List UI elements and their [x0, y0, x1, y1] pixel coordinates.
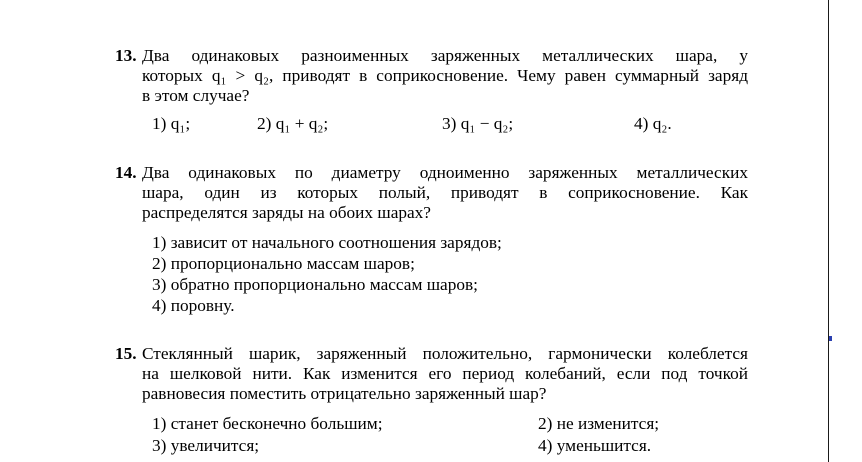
question-text: Стеклянный шарик, заряженный положительно, гармонически колеблется на шелковой нити. Как изменится его период колебаний, если под точкой равновесия поместить отрицательно заряженный шар?: [142, 344, 748, 403]
answer-option: 2) не изменится;: [538, 414, 660, 433]
answer-option: 1) q₁;: [152, 114, 191, 133]
question-text: Два одинаковых разноименных заряженных металлических шара, у которых q₁ > q₂, приводят в соприкосновение. Чему равен суммарный заряд в этом случае?: [142, 46, 748, 105]
question-14: [115, 163, 748, 317]
answer-option: 1) станет бесконечно большим;: [152, 414, 383, 433]
question-number: 14.: [115, 163, 137, 182]
answer-options: [115, 436, 748, 456]
question-number: 13.: [115, 46, 137, 65]
answer-option: 2) q₁ + q₂;: [257, 114, 329, 133]
answer-option: 4) уменьшится.: [538, 436, 652, 455]
question-number: 15.: [115, 344, 137, 363]
page-edge-line: [828, 0, 829, 462]
answer-options: [152, 233, 748, 317]
margin-marker: [829, 336, 832, 341]
answer-option: 4) поровну.: [152, 296, 235, 315]
question-13: [115, 46, 748, 134]
answer-options: [115, 414, 748, 436]
answer-option: 4) q₂.: [634, 114, 672, 133]
answer-option: 3) увеличится;: [152, 436, 260, 455]
question-15: [115, 344, 748, 456]
answer-options: [115, 114, 748, 134]
answer-option: 2) пропорционально массам шаров;: [152, 254, 415, 273]
answer-option: 3) обратно пропорционально массам шаров;: [152, 275, 478, 294]
question-text: Два одинаковых по диаметру одноименно заряженных металлических шара, один из которых полый, приводят в соприкосновение. Как распределятся заряды на обоих шарах?: [142, 163, 748, 222]
answer-option: 1) зависит от начального соотношения зарядов;: [152, 233, 502, 252]
answer-option: 3) q₁ − q₂;: [442, 114, 514, 133]
